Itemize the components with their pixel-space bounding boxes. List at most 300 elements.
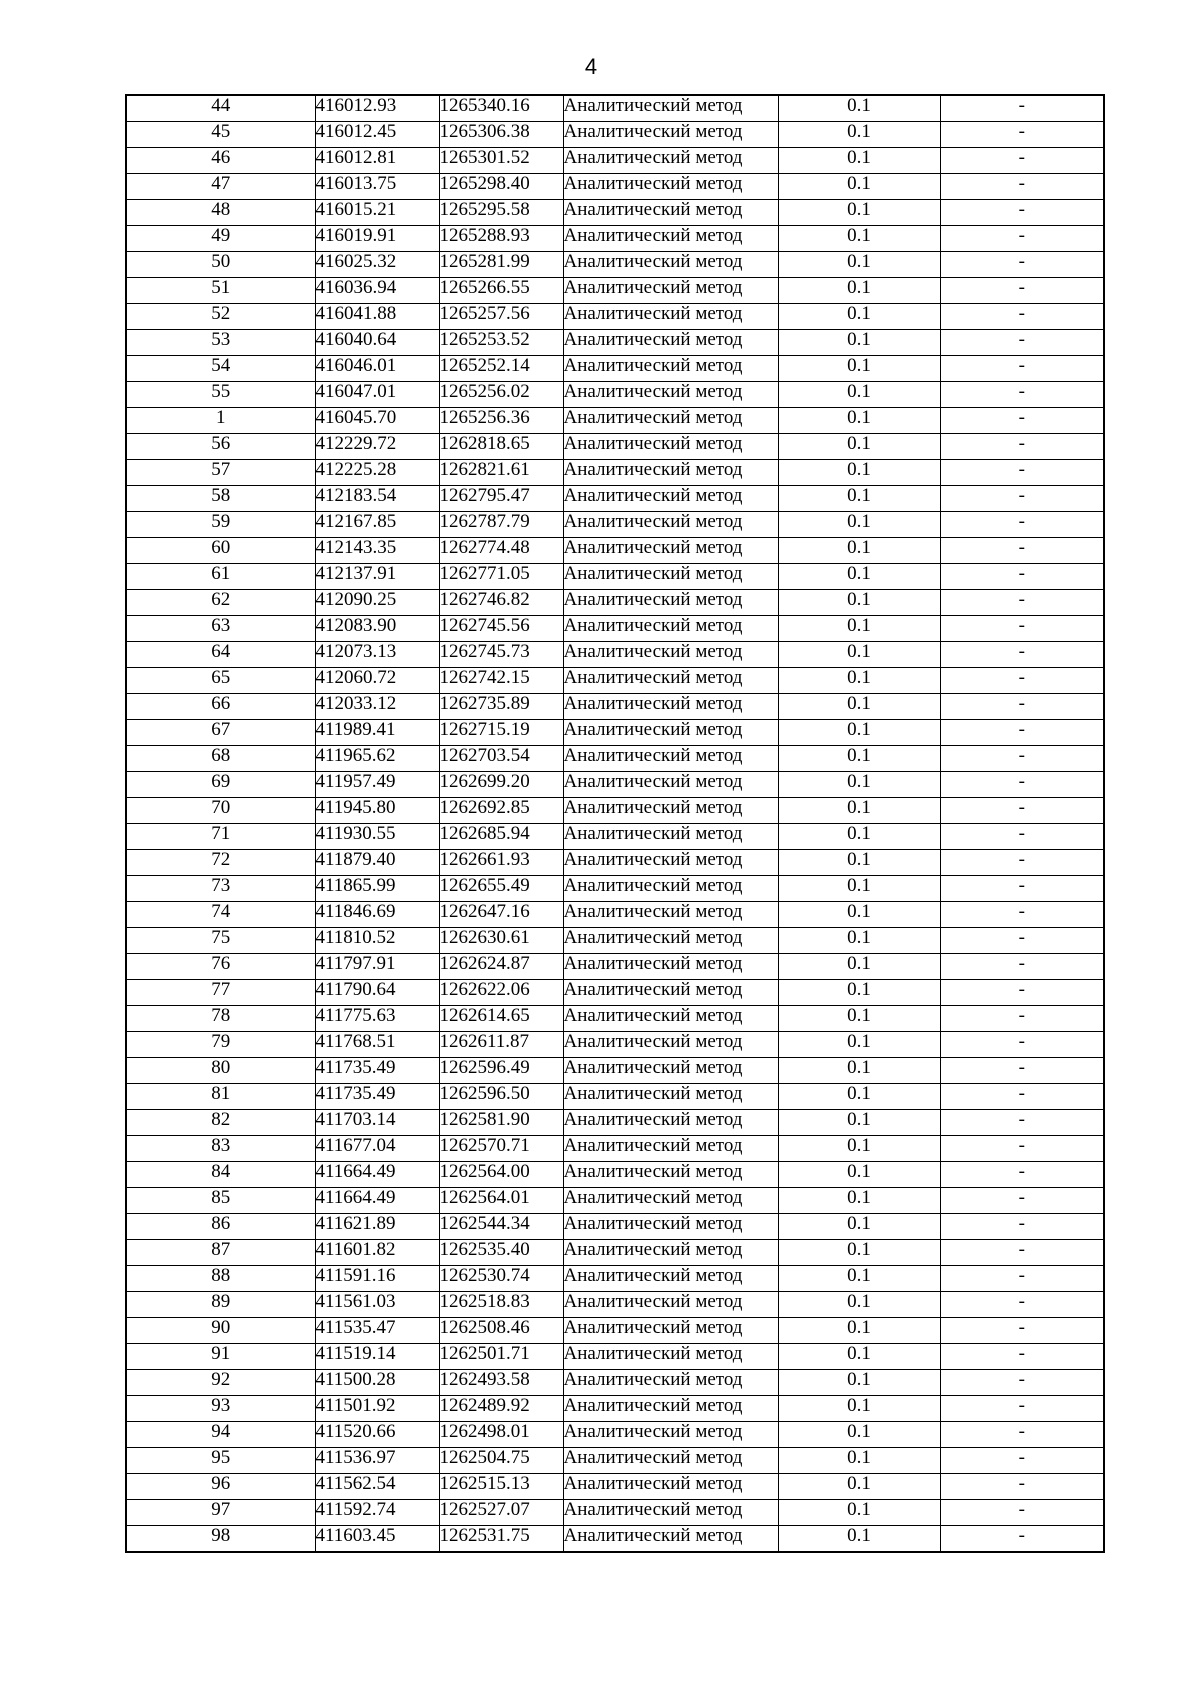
table-row: [126, 512, 1104, 538]
x-coordinate-cell: 416040.64: [315, 330, 439, 356]
y-coordinate-cell: 1262530.74: [439, 1266, 563, 1292]
precision-cell: 0.1: [778, 1058, 940, 1084]
point-number-cell: 74: [126, 902, 315, 928]
method-cell: Аналитический метод: [563, 1214, 778, 1240]
method-cell: Аналитический метод: [563, 902, 778, 928]
method-cell: Аналитический метод: [563, 148, 778, 174]
y-coordinate-cell: 1262630.61: [439, 928, 563, 954]
table-row: [126, 902, 1104, 928]
point-number-cell: 96: [126, 1474, 315, 1500]
point-number-cell: 95: [126, 1448, 315, 1474]
precision-cell: 0.1: [778, 304, 940, 330]
x-coordinate-cell: 411846.69: [315, 902, 439, 928]
x-coordinate-cell: 412137.91: [315, 564, 439, 590]
table-row: [126, 148, 1104, 174]
note-cell: -: [940, 616, 1104, 642]
method-cell: Аналитический метод: [563, 1344, 778, 1370]
x-coordinate-cell: 411790.64: [315, 980, 439, 1006]
table-row: [126, 1448, 1104, 1474]
x-coordinate-cell: 411536.97: [315, 1448, 439, 1474]
table-row: [126, 1422, 1104, 1448]
table-row: [126, 616, 1104, 642]
table-row: [126, 824, 1104, 850]
y-coordinate-cell: 1262622.06: [439, 980, 563, 1006]
note-cell: -: [940, 1006, 1104, 1032]
y-coordinate-cell: 1262544.34: [439, 1214, 563, 1240]
note-cell: -: [940, 1422, 1104, 1448]
y-coordinate-cell: 1262746.82: [439, 590, 563, 616]
table-row: [126, 174, 1104, 200]
table-row: [126, 1058, 1104, 1084]
y-coordinate-cell: 1262647.16: [439, 902, 563, 928]
note-cell: -: [940, 486, 1104, 512]
table-row: [126, 798, 1104, 824]
precision-cell: 0.1: [778, 954, 940, 980]
x-coordinate-cell: 412073.13: [315, 642, 439, 668]
table-row: [126, 1500, 1104, 1526]
x-coordinate-cell: 411664.49: [315, 1162, 439, 1188]
method-cell: Аналитический метод: [563, 928, 778, 954]
method-cell: Аналитический метод: [563, 1526, 778, 1553]
note-cell: -: [940, 538, 1104, 564]
y-coordinate-cell: 1262596.50: [439, 1084, 563, 1110]
method-cell: Аналитический метод: [563, 1474, 778, 1500]
precision-cell: 0.1: [778, 1344, 940, 1370]
note-cell: -: [940, 1318, 1104, 1344]
precision-cell: 0.1: [778, 95, 940, 122]
precision-cell: 0.1: [778, 590, 940, 616]
method-cell: Аналитический метод: [563, 850, 778, 876]
method-cell: Аналитический метод: [563, 1032, 778, 1058]
y-coordinate-cell: 1262787.79: [439, 512, 563, 538]
y-coordinate-cell: 1265301.52: [439, 148, 563, 174]
note-cell: -: [940, 122, 1104, 148]
table-row: [126, 1136, 1104, 1162]
precision-cell: 0.1: [778, 200, 940, 226]
method-cell: Аналитический метод: [563, 1266, 778, 1292]
method-cell: Аналитический метод: [563, 1292, 778, 1318]
note-cell: -: [940, 1162, 1104, 1188]
method-cell: Аналитический метод: [563, 226, 778, 252]
method-cell: Аналитический метод: [563, 1500, 778, 1526]
note-cell: -: [940, 668, 1104, 694]
note-cell: -: [940, 590, 1104, 616]
table-row: [126, 1214, 1104, 1240]
y-coordinate-cell: 1262596.49: [439, 1058, 563, 1084]
method-cell: Аналитический метод: [563, 772, 778, 798]
point-number-cell: 62: [126, 590, 315, 616]
y-coordinate-cell: 1262581.90: [439, 1110, 563, 1136]
point-number-cell: 64: [126, 642, 315, 668]
x-coordinate-cell: 411957.49: [315, 772, 439, 798]
y-coordinate-cell: 1265256.36: [439, 408, 563, 434]
table-row: [126, 408, 1104, 434]
method-cell: Аналитический метод: [563, 1136, 778, 1162]
precision-cell: 0.1: [778, 902, 940, 928]
point-number-cell: 94: [126, 1422, 315, 1448]
note-cell: -: [940, 1058, 1104, 1084]
note-cell: -: [940, 1344, 1104, 1370]
precision-cell: 0.1: [778, 798, 940, 824]
y-coordinate-cell: 1262821.61: [439, 460, 563, 486]
precision-cell: 0.1: [778, 928, 940, 954]
x-coordinate-cell: 412033.12: [315, 694, 439, 720]
method-cell: Аналитический метод: [563, 382, 778, 408]
method-cell: Аналитический метод: [563, 486, 778, 512]
point-number-cell: 58: [126, 486, 315, 512]
point-number-cell: 48: [126, 200, 315, 226]
precision-cell: 0.1: [778, 408, 940, 434]
note-cell: -: [940, 460, 1104, 486]
method-cell: Аналитический метод: [563, 200, 778, 226]
table-row: [126, 95, 1104, 122]
note-cell: -: [940, 746, 1104, 772]
point-number-cell: 71: [126, 824, 315, 850]
x-coordinate-cell: 411535.47: [315, 1318, 439, 1344]
point-number-cell: 70: [126, 798, 315, 824]
y-coordinate-cell: 1262535.40: [439, 1240, 563, 1266]
precision-cell: 0.1: [778, 1162, 940, 1188]
note-cell: -: [940, 642, 1104, 668]
table-row: [126, 122, 1104, 148]
note-cell: -: [940, 1526, 1104, 1553]
note-cell: -: [940, 720, 1104, 746]
point-number-cell: 73: [126, 876, 315, 902]
point-number-cell: 56: [126, 434, 315, 460]
point-number-cell: 49: [126, 226, 315, 252]
method-cell: Аналитический метод: [563, 1240, 778, 1266]
table-row: [126, 1526, 1104, 1553]
method-cell: Аналитический метод: [563, 590, 778, 616]
x-coordinate-cell: 411677.04: [315, 1136, 439, 1162]
table-row: [126, 1396, 1104, 1422]
point-number-cell: 63: [126, 616, 315, 642]
note-cell: -: [940, 954, 1104, 980]
note-cell: -: [940, 382, 1104, 408]
method-cell: Аналитический метод: [563, 538, 778, 564]
x-coordinate-cell: 411591.16: [315, 1266, 439, 1292]
x-coordinate-cell: 411865.99: [315, 876, 439, 902]
point-number-cell: 84: [126, 1162, 315, 1188]
point-number-cell: 92: [126, 1370, 315, 1396]
y-coordinate-cell: 1262515.13: [439, 1474, 563, 1500]
y-coordinate-cell: 1262518.83: [439, 1292, 563, 1318]
y-coordinate-cell: 1262745.56: [439, 616, 563, 642]
note-cell: -: [940, 200, 1104, 226]
note-cell: -: [940, 798, 1104, 824]
point-number-cell: 50: [126, 252, 315, 278]
point-number-cell: 85: [126, 1188, 315, 1214]
point-number-cell: 79: [126, 1032, 315, 1058]
point-number-cell: 51: [126, 278, 315, 304]
x-coordinate-cell: 411735.49: [315, 1084, 439, 1110]
point-number-cell: 61: [126, 564, 315, 590]
y-coordinate-cell: 1262489.92: [439, 1396, 563, 1422]
x-coordinate-cell: 412143.35: [315, 538, 439, 564]
precision-cell: 0.1: [778, 1110, 940, 1136]
y-coordinate-cell: 1262795.47: [439, 486, 563, 512]
point-number-cell: 83: [126, 1136, 315, 1162]
point-number-cell: 76: [126, 954, 315, 980]
table-row: [126, 1318, 1104, 1344]
point-number-cell: 1: [126, 408, 315, 434]
table-row: [126, 694, 1104, 720]
x-coordinate-cell: 416013.75: [315, 174, 439, 200]
method-cell: Аналитический метод: [563, 95, 778, 122]
precision-cell: 0.1: [778, 1448, 940, 1474]
note-cell: -: [940, 278, 1104, 304]
x-coordinate-cell: 412090.25: [315, 590, 439, 616]
x-coordinate-cell: 412183.54: [315, 486, 439, 512]
precision-cell: 0.1: [778, 850, 940, 876]
table-row: [126, 1370, 1104, 1396]
point-number-cell: 93: [126, 1396, 315, 1422]
method-cell: Аналитический метод: [563, 668, 778, 694]
precision-cell: 0.1: [778, 538, 940, 564]
precision-cell: 0.1: [778, 772, 940, 798]
note-cell: -: [940, 434, 1104, 460]
method-cell: Аналитический метод: [563, 746, 778, 772]
precision-cell: 0.1: [778, 1032, 940, 1058]
note-cell: -: [940, 1240, 1104, 1266]
precision-cell: 0.1: [778, 330, 940, 356]
method-cell: Аналитический метод: [563, 460, 778, 486]
method-cell: Аналитический метод: [563, 876, 778, 902]
point-number-cell: 77: [126, 980, 315, 1006]
note-cell: -: [940, 1370, 1104, 1396]
table-row: [126, 330, 1104, 356]
note-cell: -: [940, 252, 1104, 278]
precision-cell: 0.1: [778, 1240, 940, 1266]
x-coordinate-cell: 416047.01: [315, 382, 439, 408]
y-coordinate-cell: 1262564.01: [439, 1188, 563, 1214]
precision-cell: 0.1: [778, 1370, 940, 1396]
note-cell: -: [940, 1474, 1104, 1500]
method-cell: Аналитический метод: [563, 616, 778, 642]
table-row: [126, 1188, 1104, 1214]
y-coordinate-cell: 1265340.16: [439, 95, 563, 122]
table-row: [126, 278, 1104, 304]
point-number-cell: 97: [126, 1500, 315, 1526]
point-number-cell: 88: [126, 1266, 315, 1292]
method-cell: Аналитический метод: [563, 720, 778, 746]
precision-cell: 0.1: [778, 1214, 940, 1240]
x-coordinate-cell: 411592.74: [315, 1500, 439, 1526]
precision-cell: 0.1: [778, 1318, 940, 1344]
precision-cell: 0.1: [778, 564, 940, 590]
method-cell: Аналитический метод: [563, 1370, 778, 1396]
y-coordinate-cell: 1262818.65: [439, 434, 563, 460]
y-coordinate-cell: 1262699.20: [439, 772, 563, 798]
y-coordinate-cell: 1265298.40: [439, 174, 563, 200]
coordinates-table: [125, 94, 1105, 1553]
x-coordinate-cell: 411519.14: [315, 1344, 439, 1370]
x-coordinate-cell: 411735.49: [315, 1058, 439, 1084]
method-cell: Аналитический метод: [563, 1058, 778, 1084]
x-coordinate-cell: 416019.91: [315, 226, 439, 252]
table-row: [126, 668, 1104, 694]
table-row: [126, 928, 1104, 954]
method-cell: Аналитический метод: [563, 954, 778, 980]
x-coordinate-cell: 412225.28: [315, 460, 439, 486]
precision-cell: 0.1: [778, 122, 940, 148]
precision-cell: 0.1: [778, 252, 940, 278]
y-coordinate-cell: 1262493.58: [439, 1370, 563, 1396]
y-coordinate-cell: 1262498.01: [439, 1422, 563, 1448]
precision-cell: 0.1: [778, 980, 940, 1006]
note-cell: -: [940, 824, 1104, 850]
x-coordinate-cell: 411601.82: [315, 1240, 439, 1266]
y-coordinate-cell: 1265281.99: [439, 252, 563, 278]
precision-cell: 0.1: [778, 1266, 940, 1292]
method-cell: Аналитический метод: [563, 1422, 778, 1448]
y-coordinate-cell: 1262527.07: [439, 1500, 563, 1526]
x-coordinate-cell: 411768.51: [315, 1032, 439, 1058]
table-row: [126, 954, 1104, 980]
note-cell: -: [940, 304, 1104, 330]
point-number-cell: 68: [126, 746, 315, 772]
precision-cell: 0.1: [778, 746, 940, 772]
note-cell: -: [940, 1448, 1104, 1474]
precision-cell: 0.1: [778, 824, 940, 850]
point-number-cell: 66: [126, 694, 315, 720]
point-number-cell: 80: [126, 1058, 315, 1084]
table-row: [126, 1006, 1104, 1032]
point-number-cell: 90: [126, 1318, 315, 1344]
note-cell: -: [940, 850, 1104, 876]
note-cell: -: [940, 876, 1104, 902]
y-coordinate-cell: 1265253.52: [439, 330, 563, 356]
x-coordinate-cell: 411930.55: [315, 824, 439, 850]
point-number-cell: 46: [126, 148, 315, 174]
note-cell: -: [940, 356, 1104, 382]
precision-cell: 0.1: [778, 720, 940, 746]
point-number-cell: 98: [126, 1526, 315, 1553]
page-number: 4: [584, 54, 598, 79]
table-row: [126, 876, 1104, 902]
precision-cell: 0.1: [778, 642, 940, 668]
point-number-cell: 53: [126, 330, 315, 356]
note-cell: -: [940, 928, 1104, 954]
x-coordinate-cell: 411797.91: [315, 954, 439, 980]
table-row: [126, 1162, 1104, 1188]
table-row: [126, 980, 1104, 1006]
method-cell: Аналитический метод: [563, 1396, 778, 1422]
note-cell: -: [940, 1500, 1104, 1526]
table-row: [126, 564, 1104, 590]
note-cell: -: [940, 512, 1104, 538]
y-coordinate-cell: 1262735.89: [439, 694, 563, 720]
method-cell: Аналитический метод: [563, 278, 778, 304]
note-cell: -: [940, 408, 1104, 434]
point-number-cell: 75: [126, 928, 315, 954]
coordinates-table-body: [126, 95, 1104, 1552]
y-coordinate-cell: 1265295.58: [439, 200, 563, 226]
method-cell: Аналитический метод: [563, 434, 778, 460]
x-coordinate-cell: 416041.88: [315, 304, 439, 330]
precision-cell: 0.1: [778, 876, 940, 902]
precision-cell: 0.1: [778, 1396, 940, 1422]
method-cell: Аналитический метод: [563, 356, 778, 382]
table-row: [126, 1266, 1104, 1292]
table-row: [126, 850, 1104, 876]
method-cell: Аналитический метод: [563, 694, 778, 720]
y-coordinate-cell: 1262531.75: [439, 1526, 563, 1553]
method-cell: Аналитический метод: [563, 1110, 778, 1136]
point-number-cell: 78: [126, 1006, 315, 1032]
note-cell: -: [940, 1084, 1104, 1110]
x-coordinate-cell: 411810.52: [315, 928, 439, 954]
point-number-cell: 69: [126, 772, 315, 798]
point-number-cell: 59: [126, 512, 315, 538]
point-number-cell: 45: [126, 122, 315, 148]
x-coordinate-cell: 411775.63: [315, 1006, 439, 1032]
method-cell: Аналитический метод: [563, 642, 778, 668]
method-cell: Аналитический метод: [563, 304, 778, 330]
table-row: [126, 1110, 1104, 1136]
y-coordinate-cell: 1262508.46: [439, 1318, 563, 1344]
y-coordinate-cell: 1262570.71: [439, 1136, 563, 1162]
method-cell: Аналитический метод: [563, 330, 778, 356]
precision-cell: 0.1: [778, 1526, 940, 1553]
note-cell: -: [940, 772, 1104, 798]
precision-cell: 0.1: [778, 1006, 940, 1032]
point-number-cell: 55: [126, 382, 315, 408]
method-cell: Аналитический метод: [563, 1006, 778, 1032]
precision-cell: 0.1: [778, 226, 940, 252]
method-cell: Аналитический метод: [563, 1448, 778, 1474]
x-coordinate-cell: 412060.72: [315, 668, 439, 694]
y-coordinate-cell: 1262611.87: [439, 1032, 563, 1058]
x-coordinate-cell: 416045.70: [315, 408, 439, 434]
x-coordinate-cell: 411603.45: [315, 1526, 439, 1553]
precision-cell: 0.1: [778, 1422, 940, 1448]
x-coordinate-cell: 411562.54: [315, 1474, 439, 1500]
y-coordinate-cell: 1262742.15: [439, 668, 563, 694]
x-coordinate-cell: 411500.28: [315, 1370, 439, 1396]
method-cell: Аналитический метод: [563, 174, 778, 200]
method-cell: Аналитический метод: [563, 252, 778, 278]
table-row: [126, 1344, 1104, 1370]
y-coordinate-cell: 1262655.49: [439, 876, 563, 902]
x-coordinate-cell: 411945.80: [315, 798, 439, 824]
precision-cell: 0.1: [778, 512, 940, 538]
table-row: [126, 382, 1104, 408]
precision-cell: 0.1: [778, 1188, 940, 1214]
note-cell: -: [940, 1396, 1104, 1422]
x-coordinate-cell: 411989.41: [315, 720, 439, 746]
note-cell: -: [940, 1214, 1104, 1240]
precision-cell: 0.1: [778, 382, 940, 408]
y-coordinate-cell: 1265256.02: [439, 382, 563, 408]
y-coordinate-cell: 1265266.55: [439, 278, 563, 304]
y-coordinate-cell: 1262715.19: [439, 720, 563, 746]
x-coordinate-cell: 416046.01: [315, 356, 439, 382]
point-number-cell: 67: [126, 720, 315, 746]
note-cell: -: [940, 694, 1104, 720]
y-coordinate-cell: 1262661.93: [439, 850, 563, 876]
x-coordinate-cell: 412167.85: [315, 512, 439, 538]
precision-cell: 0.1: [778, 174, 940, 200]
method-cell: Аналитический метод: [563, 798, 778, 824]
note-cell: -: [940, 174, 1104, 200]
x-coordinate-cell: 416036.94: [315, 278, 439, 304]
point-number-cell: 47: [126, 174, 315, 200]
precision-cell: 0.1: [778, 356, 940, 382]
table-row: [126, 200, 1104, 226]
table-row: [126, 226, 1104, 252]
precision-cell: 0.1: [778, 1474, 940, 1500]
